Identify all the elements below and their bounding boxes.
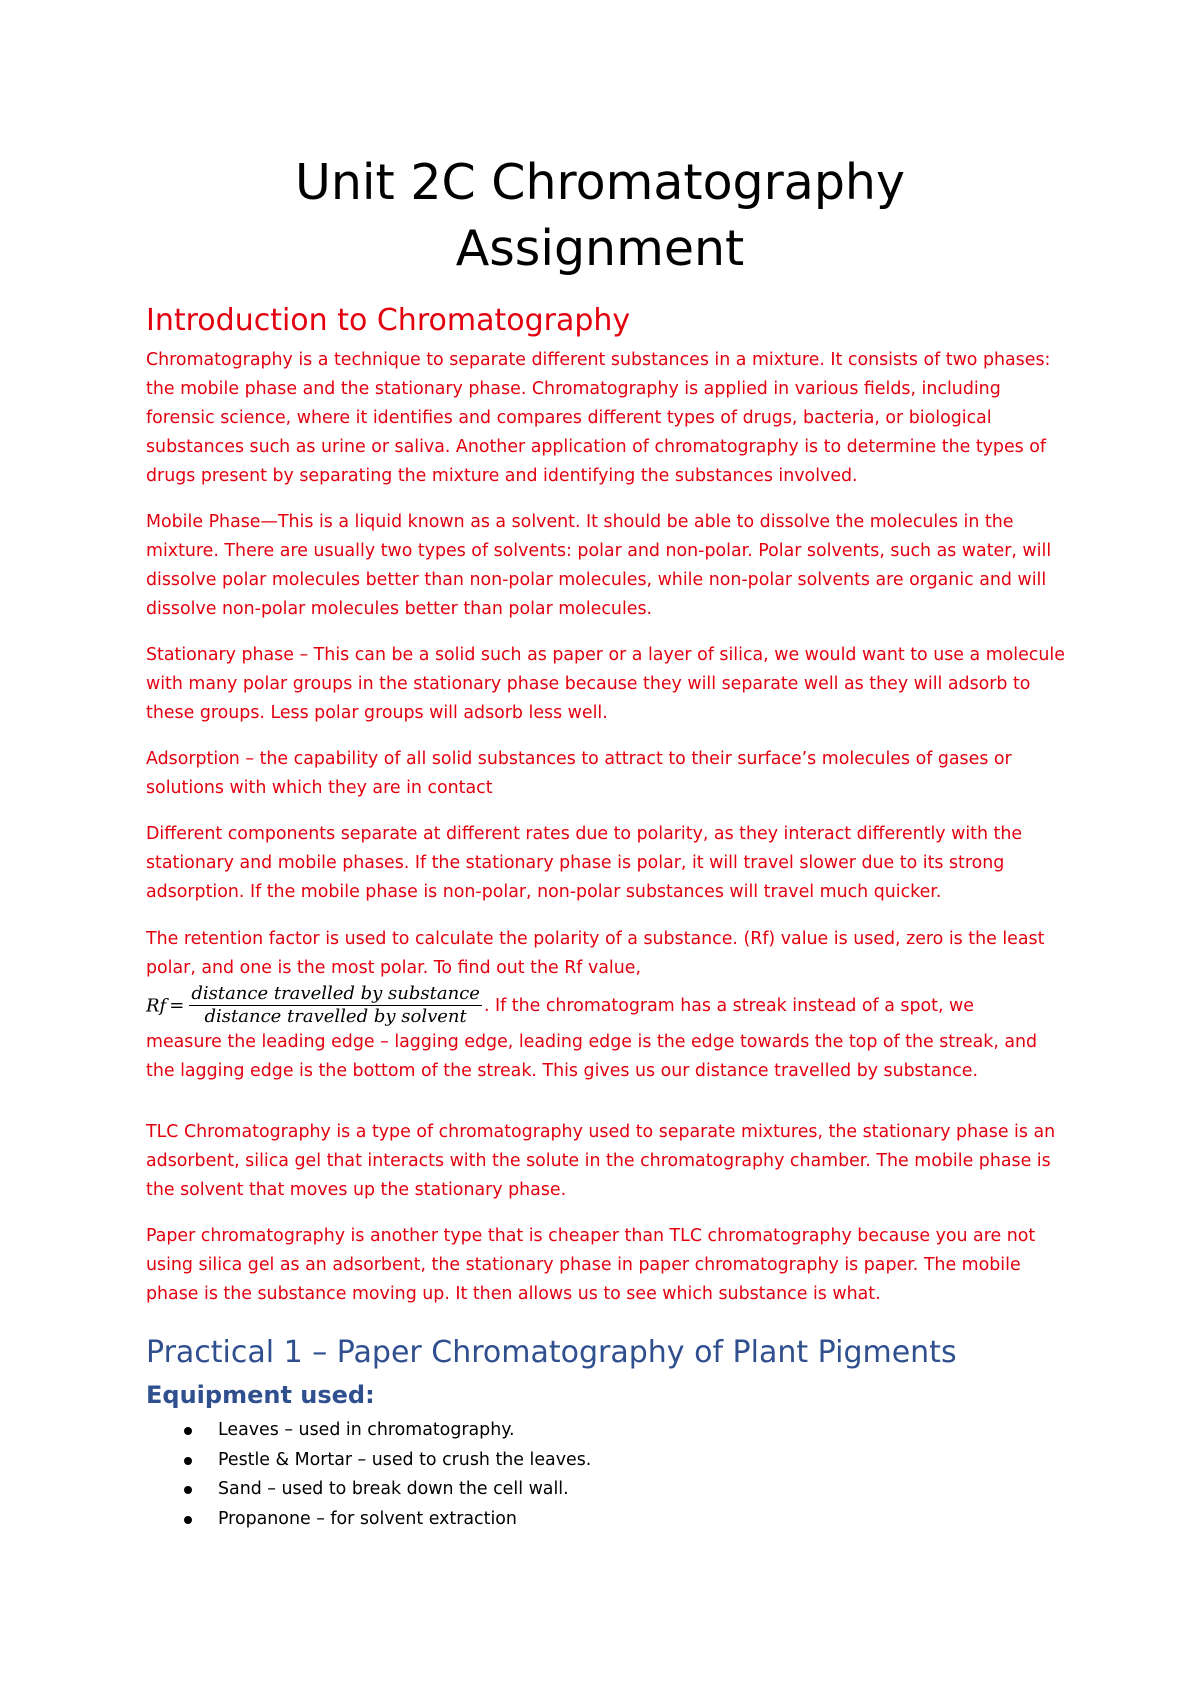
rf-continued-text: measure the leading edge – lagging edge, leading edge is the edge towards the top of the streak, and the lagging edge is the bottom of the streak. This gives us our distance travelled by substance.: [146, 1032, 1038, 1081]
equipment-item-text: Propanone – for solvent extraction: [218, 1508, 517, 1529]
intro-heading: Introduction to Chromatography: [146, 303, 631, 338]
title-line-1: Unit 2C Chromatography: [295, 154, 905, 211]
paper-chromatography-paragraph: Paper chromatography is another type that is cheaper than TLC chromatography because you are not using silica gel as an adsorbent, the stationary phase in paper chromatography is paper. The mobile phase is the substance moving up. It then allows us to see which substance is what.: [146, 1226, 1036, 1304]
bullet-icon: [184, 1516, 192, 1524]
list-item: [146, 1446, 591, 1476]
rf-intro-text: The retention factor is used to calculate the polarity of a substance. (Rf) value is used, zero is the least polar, and one is the most polar. To find out the Rf value,: [146, 929, 1045, 978]
formula-equals: =: [169, 995, 185, 1016]
mobile-phase-paragraph: Mobile Phase—This is a liquid known as a solvent. It should be able to dissolve the molecules in the mixture. There are usually two types of solvents: polar and non-polar. Polar solvents, such as water, will dissolve polar molecules better than non-polar molecules, while non-polar solvents are organic and will dissolve non-polar molecules better than polar molecules.: [146, 512, 1052, 619]
list-item: [146, 1416, 591, 1446]
adsorption-paragraph: Adsorption – the capability of all solid substances to attract to their surface’s molecules of gases or solutions with which they are in contact: [146, 749, 1012, 798]
intro-paragraph: Chromatography is a technique to separate different substances in a mixture. It consists of two phases: the mobile phase and the stationary phase. Chromatography is applied in various fields, including forensic science, where it identifies and compares different types of drugs, bacteria, or biological substances such as urine or saliva. Another application of chromatography is to determine the types of drugs present by separating the mixture and identifying the substances involved.: [146, 350, 1051, 486]
formula-numerator: distance travelled by substance: [191, 983, 480, 1004]
document-title: [0, 150, 1200, 282]
formula-denominator: distance travelled by solvent: [204, 1006, 467, 1027]
tlc-paragraph: TLC Chromatography is a type of chromatography used to separate mixtures, the stationary phase is an adsorbent, silica gel that interacts with the solute in the chromatography chamber. The mobile phase is the solvent that moves up the stationary phase.: [146, 1122, 1056, 1200]
equipment-item-text: Pestle & Mortar – used to crush the leaves.: [218, 1449, 592, 1470]
equipment-heading: Equipment used:: [146, 1381, 375, 1409]
components-paragraph: Different components separate at different rates due to polarity, as they interact differently with the stationary and mobile phases. If the stationary phase is polar, it will travel slower due to its strong adsorption. If the mobile phase is non-polar, non-polar substances will travel much quicker.: [146, 824, 1023, 902]
bullet-icon: [184, 1457, 192, 1465]
rf-fraction: [189, 983, 482, 1028]
equipment-item-text: Leaves – used in chromatography.: [218, 1420, 515, 1440]
practical-heading: Practical 1 – Paper Chromatography of Plant Pigments: [146, 1335, 957, 1370]
list-item: [146, 1475, 591, 1505]
equipment-item-text: Sand – used to break down the cell wall.: [218, 1479, 569, 1499]
equipment-list: [146, 1416, 591, 1534]
formula-lhs: Rf: [146, 995, 167, 1016]
title-line-2: Assignment: [455, 220, 745, 277]
rf-paragraph: [146, 925, 1066, 1086]
list-item: [146, 1505, 591, 1535]
bullet-icon: [184, 1486, 192, 1494]
rf-after-formula-text: . If the chromatogram has a streak instead of a spot, we: [483, 995, 974, 1016]
rf-formula-line: [146, 983, 974, 1027]
stationary-phase-paragraph: Stationary phase – This can be a solid such as paper or a layer of silica, we would want to use a molecule with many polar groups in the stationary phase because they will separate well as they will adsorb to these groups. Less polar groups will adsorb less well.: [146, 645, 1065, 723]
bullet-icon: [184, 1427, 192, 1435]
